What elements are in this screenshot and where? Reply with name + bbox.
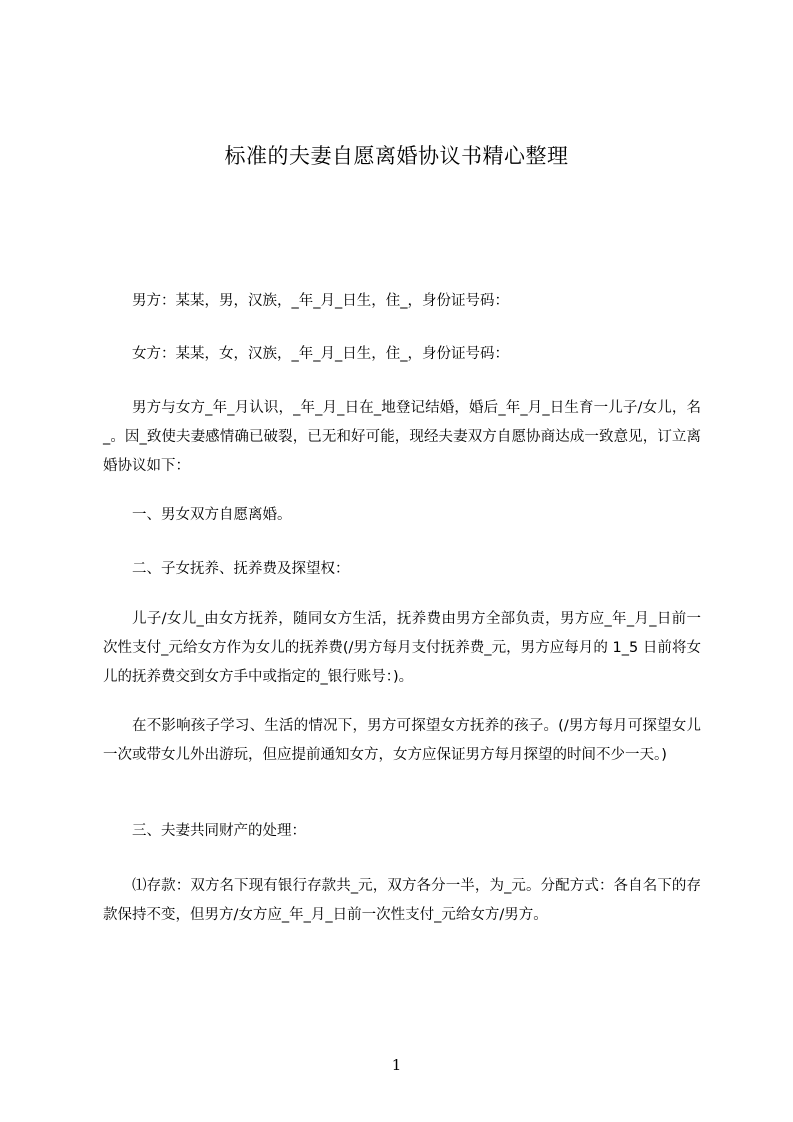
clause-1-divorce: 一、男女双方自愿离婚。 <box>132 507 292 523</box>
paragraph-child-support: 儿子/女儿_由女方抚养，随同女方生活，抚养费由男方全部负责，男方应_年_月_日前一次性支付_元给女方作为女儿的抚养费(/男方每月支付抚养费_元，男方应每月的 1_5 日前将女儿的抚养费交到女方手中或指定的_银行账号：)。 <box>103 611 701 685</box>
document-title: 标准的夫妻自愿离婚协议书精心整理 <box>224 144 569 168</box>
paragraph-husband-info: 男方：某某，男，汉族，_年_月_日生，住_，身份证号码： <box>132 293 509 309</box>
page-number: 1 <box>391 1056 402 1074</box>
paragraph-visitation: 在不影响孩子学习、生活的情况下，男方可探望女方抚养的孩子。(/男方每月可探望女儿一次或带女儿外出游玩，但应提前通知女方，女方应保证男方每月探望的时间不少一天。) <box>103 718 701 763</box>
clause-3-heading: 三、夫妻共同财产的处理： <box>132 823 306 839</box>
clause-2-heading: 二、子女抚养、抚养费及探望权： <box>132 561 350 577</box>
paragraph-marriage-background: 男方与女方_年_月认识，_年_月_日在_地登记结婚，婚后_年_月_日生育一儿子/女儿，名_。因_致使夫妻感情确已破裂，已无和好可能，现经夫妻双方自愿协商达成一致意见，订立离婚协议如下： <box>103 400 701 474</box>
paragraph-deposits: ⑴存款：双方名下现有银行存款共_元，双方各分一半，为_元。分配方式：各自名下的存款保持不变，但男方/女方应_年_月_日前一次性支付_元给女方/男方。 <box>103 878 701 923</box>
paragraph-wife-info: 女方：某某，女，汉族，_年_月_日生，住_，身份证号码： <box>132 346 509 362</box>
